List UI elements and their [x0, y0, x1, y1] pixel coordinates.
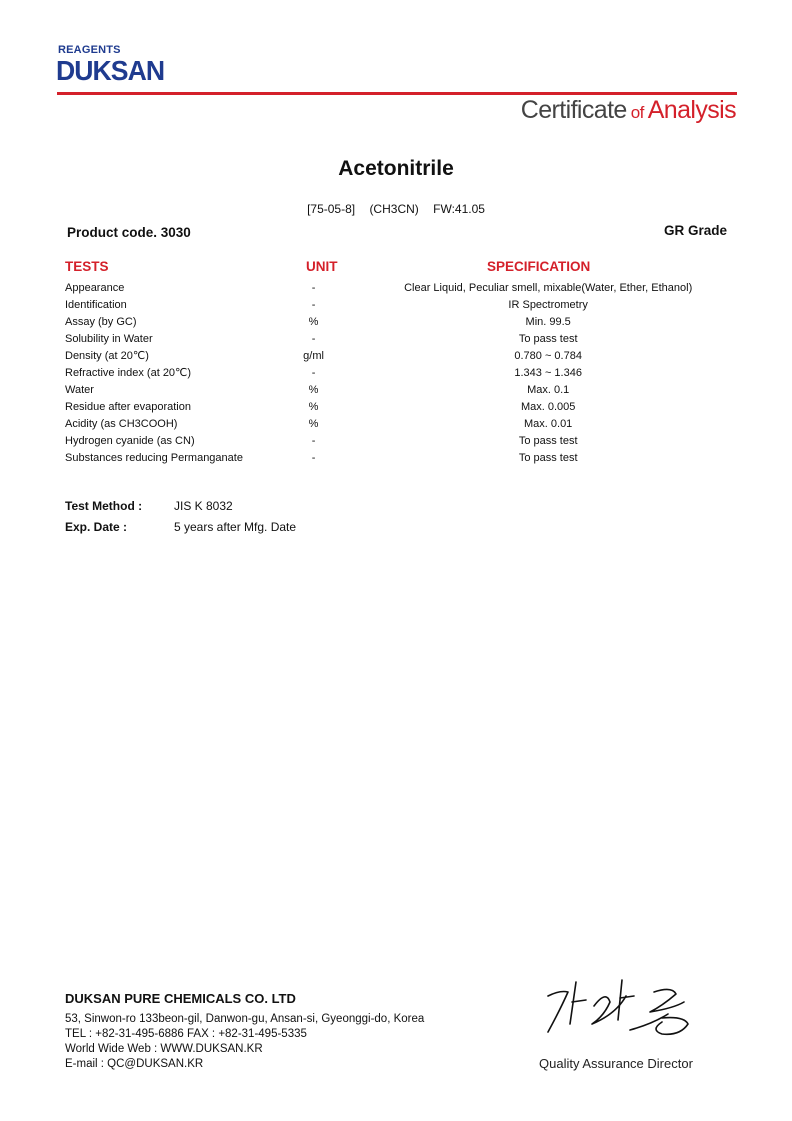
header-specification: SPECIFICATION — [487, 259, 591, 274]
cas-number: [75-05-8] — [307, 202, 356, 216]
header-divider — [57, 92, 737, 95]
product-identifiers — [0, 202, 792, 216]
test-unit: % — [308, 315, 319, 328]
test-name: Appearance — [65, 281, 125, 294]
chemical-formula: (CH3CN) — [369, 202, 419, 216]
test-spec: To pass test — [518, 332, 578, 345]
test-spec: Clear Liquid, Peculiar smell, mixable(Water, Ether, Ethanol) — [404, 281, 693, 294]
signature-title: Quality Assurance Director — [539, 1056, 693, 1071]
test-name: Assay (by GC) — [65, 315, 137, 328]
title-word-certificate: Certificate — [520, 96, 627, 124]
test-spec: To pass test — [518, 434, 578, 447]
test-spec: 1.343 ~ 1.346 — [514, 366, 582, 379]
test-name: Solubility in Water — [65, 332, 153, 345]
product-grade: GR Grade — [663, 223, 727, 238]
test-unit: - — [311, 298, 316, 311]
test-spec: Max. 0.1 — [527, 383, 570, 396]
handwritten-signature — [534, 972, 714, 1044]
table-row — [65, 296, 725, 313]
table-row — [65, 381, 725, 398]
test-name: Density (at 20℃) — [65, 350, 149, 362]
test-spec: Max. 0.01 — [524, 417, 573, 430]
test-name: Substances reducing Permanganate — [65, 451, 243, 464]
table-row — [65, 364, 725, 381]
test-spec: To pass test — [518, 451, 578, 464]
product-code: Product code. 3030 — [67, 225, 191, 240]
header-tests: TESTS — [65, 259, 109, 274]
table-row — [65, 330, 725, 347]
test-name: Hydrogen cyanide (as CN) — [65, 434, 195, 447]
table-row — [65, 347, 725, 364]
exp-date-label: Exp. Date : — [65, 520, 128, 534]
test-spec: 0.780 ~ 0.784 — [514, 349, 582, 362]
company-website: World Wide Web : WWW.DUKSAN.KR — [65, 1043, 263, 1055]
test-unit: g/ml — [303, 349, 324, 362]
test-name: Water — [65, 383, 94, 396]
test-unit: - — [311, 451, 316, 464]
table-row — [65, 279, 725, 296]
header-unit: UNIT — [306, 259, 338, 274]
test-spec: Max. 0.005 — [520, 400, 576, 413]
test-unit: % — [308, 417, 319, 430]
test-unit: - — [311, 332, 316, 345]
title-word-of: of — [630, 103, 644, 122]
test-name: Acidity (as CH3COOH) — [65, 417, 178, 430]
test-spec: IR Spectrometry — [508, 298, 588, 311]
title-word-analysis: Analysis — [647, 96, 736, 124]
exp-date-value: 5 years after Mfg. Date — [174, 520, 297, 534]
specification-table — [65, 279, 725, 466]
test-name: Residue after evaporation — [65, 400, 191, 413]
test-method-value: JIS K 8032 — [174, 499, 233, 513]
test-unit: % — [308, 383, 319, 396]
test-unit: % — [308, 400, 319, 413]
test-method-label: Test Method : — [65, 499, 143, 513]
test-name: Refractive index (at 20℃) — [65, 367, 192, 379]
table-row — [65, 398, 725, 415]
test-unit: - — [311, 281, 316, 294]
table-row — [65, 415, 725, 432]
logo-reagents-text: REAGENTS — [58, 44, 121, 56]
test-unit: - — [311, 434, 316, 447]
document-title — [521, 96, 736, 125]
table-row — [65, 449, 725, 466]
company-address: 53, Sinwon-ro 133beon-gil, Danwon-gu, Ansan-si, Gyeonggi-do, Korea — [65, 1013, 425, 1025]
formula-weight: FW:41.05 — [433, 202, 485, 216]
company-tel-fax: TEL : +82-31-495-6886 FAX : +82-31-495-5335 — [65, 1028, 307, 1040]
company-name: DUKSAN PURE CHEMICALS CO. LTD — [65, 991, 296, 1006]
logo-duksan: DUKSAN — [56, 55, 165, 86]
company-email: E-mail : QC@DUKSAN.KR — [65, 1058, 204, 1070]
test-name: Identification — [65, 298, 127, 311]
test-unit: - — [311, 366, 316, 379]
product-name: Acetonitrile — [338, 157, 454, 180]
test-spec: Min. 99.5 — [525, 315, 571, 328]
table-row — [65, 432, 725, 449]
table-row — [65, 313, 725, 330]
